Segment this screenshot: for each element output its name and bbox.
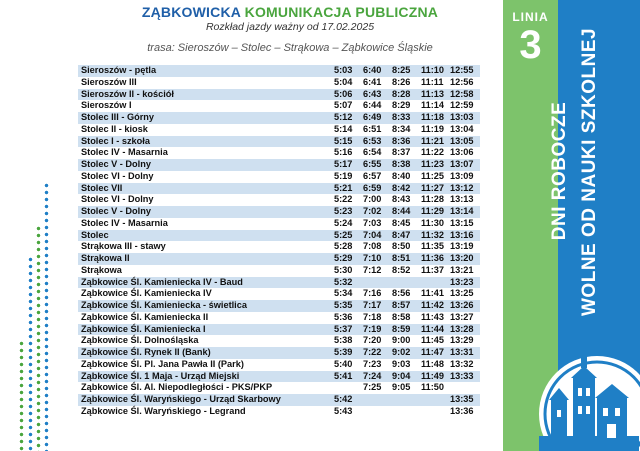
departure-time-5: 13:15 (447, 218, 480, 230)
page-title (80, 4, 500, 20)
stop-name: Ząbkowice Śl. Kamieniecka - świetlica (78, 300, 331, 312)
departure-time-2: 7:00 (360, 194, 389, 206)
departure-time-3: 8:47 (389, 230, 418, 242)
departure-time-3: 8:34 (389, 124, 418, 136)
departure-time-4 (418, 406, 447, 418)
stop-name: Stolec VI - Dolny (78, 171, 331, 183)
stop-name: Ząbkowice Śl. Kamieniecka I (78, 324, 331, 336)
timetable (78, 65, 480, 418)
departure-time-2: 7:08 (360, 241, 389, 253)
departure-time-4: 11:47 (418, 347, 447, 359)
departure-time-2: 7:22 (360, 347, 389, 359)
valid-from: Rozkład jazdy ważny od 17.02.2025 (205, 21, 375, 33)
departure-time-2: 6:59 (360, 183, 389, 195)
departure-time-5: 13:33 (447, 371, 480, 383)
stop-name: Ząbkowice Śl. Waryńskiego - Urząd Skarbowy (78, 394, 331, 406)
stop-name: Stolec (78, 230, 331, 242)
departure-time-1: 5:19 (331, 171, 360, 183)
departure-time-2: 7:12 (360, 265, 389, 277)
departure-time-3: 8:50 (389, 241, 418, 253)
departure-time-4 (418, 277, 447, 289)
timetable-row (78, 230, 480, 242)
departure-time-5: 12:56 (447, 77, 480, 89)
timetable-row (78, 253, 480, 265)
timetable-row (78, 194, 480, 206)
departure-time-4: 11:28 (418, 194, 447, 206)
departure-time-3: 8:42 (389, 183, 418, 195)
decor-dots-blue-1 (44, 182, 49, 451)
departure-time-4: 11:18 (418, 112, 447, 124)
departure-time-3: 8:45 (389, 218, 418, 230)
departure-time-5: 13:19 (447, 241, 480, 253)
departure-time-3: 8:36 (389, 136, 418, 148)
departure-time-3 (389, 394, 418, 406)
departure-time-3: 8:29 (389, 100, 418, 112)
departure-time-3: 8:44 (389, 206, 418, 218)
departure-time-4: 11:41 (418, 288, 447, 300)
departure-time-5: 12:58 (447, 89, 480, 101)
stop-name: Stolec IV - Masarnia (78, 218, 331, 230)
departure-time-3 (389, 277, 418, 289)
departure-time-4: 11:42 (418, 300, 447, 312)
departure-time-4: 11:32 (418, 230, 447, 242)
departure-time-2 (360, 406, 389, 418)
timetable-row (78, 218, 480, 230)
timetable-row (78, 65, 480, 77)
timetable-row (78, 171, 480, 183)
days-line1: DNI ROBOCZE (549, 101, 570, 241)
stop-name: Strąkowa III - stawy (78, 241, 331, 253)
departure-time-5: 13:03 (447, 112, 480, 124)
departure-time-4: 11:44 (418, 324, 447, 336)
stop-name: Stolec III - Górny (78, 112, 331, 124)
departure-time-5: 13:28 (447, 324, 480, 336)
departure-time-1: 5:06 (331, 89, 360, 101)
departure-time-1: 5:16 (331, 147, 360, 159)
departure-time-5: 13:29 (447, 335, 480, 347)
timetable-header (80, 4, 500, 54)
departure-time-4: 11:23 (418, 159, 447, 171)
departure-time-3: 9:02 (389, 347, 418, 359)
stop-name: Ząbkowice Śl. Dolnośląska (78, 335, 331, 347)
departure-time-4: 11:25 (418, 171, 447, 183)
departure-time-5: 13:05 (447, 136, 480, 148)
departure-time-2: 7:24 (360, 371, 389, 383)
departure-time-2: 7:16 (360, 288, 389, 300)
timetable-row (78, 147, 480, 159)
departure-time-5: 13:06 (447, 147, 480, 159)
departure-time-5: 13:04 (447, 124, 480, 136)
departure-time-3: 8:33 (389, 112, 418, 124)
departure-time-4: 11:43 (418, 312, 447, 324)
departure-time-5: 13:21 (447, 265, 480, 277)
departure-time-5 (447, 382, 480, 394)
departure-time-2: 7:04 (360, 230, 389, 242)
departure-time-1: 5:40 (331, 359, 360, 371)
departure-time-1: 5:37 (331, 324, 360, 336)
timetable-row (78, 359, 480, 371)
timetable-row (78, 406, 480, 418)
departure-time-1: 5:43 (331, 406, 360, 418)
stop-name: Stolec VII (78, 183, 331, 195)
stop-name: Ząbkowice Śl. 1 Maja - Urząd Miejski (78, 371, 331, 383)
departure-time-5: 13:32 (447, 359, 480, 371)
departure-time-3 (389, 406, 418, 418)
stop-name: Sieroszów - pętla (78, 65, 331, 77)
timetable-row (78, 394, 480, 406)
stop-name: Ząbkowice Śl. Pl. Jana Pawła II (Park) (78, 359, 331, 371)
departure-time-3: 8:43 (389, 194, 418, 206)
decor-dots-green-2 (19, 340, 24, 451)
departure-time-1: 5:22 (331, 194, 360, 206)
timetable-row (78, 312, 480, 324)
departure-time-5: 13:26 (447, 300, 480, 312)
departure-time-1: 5:39 (331, 347, 360, 359)
departure-time-2: 7:20 (360, 335, 389, 347)
timetable-row (78, 77, 480, 89)
departure-time-2: 6:55 (360, 159, 389, 171)
departure-time-4: 11:21 (418, 136, 447, 148)
departure-time-4: 11:45 (418, 335, 447, 347)
departure-time-2: 6:43 (360, 89, 389, 101)
departure-time-1 (331, 382, 360, 394)
departure-time-2: 6:53 (360, 136, 389, 148)
stop-name: Ząbkowice Śl. Kamieniecka II (78, 312, 331, 324)
departure-time-3: 8:51 (389, 253, 418, 265)
departure-time-4 (418, 394, 447, 406)
stop-name: Strąkowa II (78, 253, 331, 265)
departure-time-2: 7:23 (360, 359, 389, 371)
stop-name: Sieroszów I (78, 100, 331, 112)
departure-time-1: 5:36 (331, 312, 360, 324)
departure-time-1: 5:25 (331, 230, 360, 242)
timetable-row (78, 371, 480, 383)
departure-time-1: 5:14 (331, 124, 360, 136)
departure-time-4: 11:36 (418, 253, 447, 265)
stop-name: Sieroszów II - kościół (78, 89, 331, 101)
departure-time-4: 11:48 (418, 359, 447, 371)
departure-time-3: 8:37 (389, 147, 418, 159)
departure-time-2: 7:10 (360, 253, 389, 265)
departure-time-5: 13:35 (447, 394, 480, 406)
stop-name: Stolec II - kiosk (78, 124, 331, 136)
departure-time-2: 6:44 (360, 100, 389, 112)
title-part2: KOMUNIKACJA PUBLICZNA (244, 4, 439, 20)
stop-name: Ząbkowice Śl. Rynek II (Bank) (78, 347, 331, 359)
departure-time-3: 8:25 (389, 65, 418, 77)
departure-time-1: 5:03 (331, 65, 360, 77)
departure-time-2: 7:25 (360, 382, 389, 394)
stop-name: Sieroszów III (78, 77, 331, 89)
departure-time-3: 8:56 (389, 288, 418, 300)
timetable-row (78, 265, 480, 277)
departure-time-3: 8:28 (389, 89, 418, 101)
departure-time-1: 5:24 (331, 218, 360, 230)
departure-time-3: 8:52 (389, 265, 418, 277)
departure-time-3: 9:00 (389, 335, 418, 347)
stop-name: Stolec I - szkoła (78, 136, 331, 148)
stop-name: Ząbkowice Śl. Al. Niepodległości - PKS/PKP (78, 382, 331, 394)
timetable-row (78, 382, 480, 394)
departure-time-5: 12:55 (447, 65, 480, 77)
timetable-row (78, 324, 480, 336)
stop-name: Ząbkowice Śl. Kamieniecka IV - Baud (78, 277, 331, 289)
departure-time-5: 13:07 (447, 159, 480, 171)
departure-time-4: 11:14 (418, 100, 447, 112)
departure-time-4: 11:27 (418, 183, 447, 195)
line-number: 3 (519, 23, 542, 67)
timetable-row (78, 347, 480, 359)
departure-time-1: 5:28 (331, 241, 360, 253)
departure-time-1: 5:15 (331, 136, 360, 148)
departure-time-1: 5:04 (331, 77, 360, 89)
timetable-row (78, 136, 480, 148)
timetable-row (78, 277, 480, 289)
departure-time-1: 5:32 (331, 277, 360, 289)
stop-name: Ząbkowice Śl. Waryńskiego - Legrand (78, 406, 331, 418)
departure-time-5: 13:12 (447, 183, 480, 195)
timetable-row (78, 112, 480, 124)
stop-name: Stolec IV - Masarnia (78, 147, 331, 159)
departure-time-4: 11:35 (418, 241, 447, 253)
days-line2: WOLNE OD NAUKI SZKOLNEJ (579, 27, 600, 316)
departure-time-3: 8:38 (389, 159, 418, 171)
departure-time-3: 8:58 (389, 312, 418, 324)
departure-time-3: 9:04 (389, 371, 418, 383)
departure-time-5: 12:59 (447, 100, 480, 112)
departure-time-4: 11:11 (418, 77, 447, 89)
departure-time-3: 9:03 (389, 359, 418, 371)
timetable-row (78, 335, 480, 347)
departure-time-5: 13:31 (447, 347, 480, 359)
line-label: LINIA (512, 10, 549, 24)
departure-time-2 (360, 277, 389, 289)
timetable-row (78, 124, 480, 136)
departure-time-4: 11:49 (418, 371, 447, 383)
departure-time-2 (360, 394, 389, 406)
departure-time-1: 5:41 (331, 371, 360, 383)
departure-time-5: 13:14 (447, 206, 480, 218)
departure-time-1: 5:07 (331, 100, 360, 112)
departure-time-2: 7:17 (360, 300, 389, 312)
departure-time-4: 11:37 (418, 265, 447, 277)
timetable-row (78, 159, 480, 171)
stop-name: Strąkowa (78, 265, 331, 277)
departure-time-3: 8:26 (389, 77, 418, 89)
departure-time-5: 13:13 (447, 194, 480, 206)
decor-dots-blue-2 (28, 256, 33, 451)
departure-time-1: 5:29 (331, 253, 360, 265)
departure-time-3: 8:40 (389, 171, 418, 183)
timetable-row (78, 241, 480, 253)
departure-time-2: 6:49 (360, 112, 389, 124)
departure-time-5: 13:25 (447, 288, 480, 300)
route-description: trasa: Sieroszów – Stolec – Strąkowa – Ząbkowice Śląskie (147, 42, 433, 54)
departure-time-1: 5:21 (331, 183, 360, 195)
departure-time-4: 11:50 (418, 382, 447, 394)
departure-time-2: 7:19 (360, 324, 389, 336)
departure-time-1: 5:12 (331, 112, 360, 124)
timetable-row (78, 288, 480, 300)
departure-time-2: 7:02 (360, 206, 389, 218)
departure-time-1: 5:30 (331, 265, 360, 277)
departure-time-2: 6:54 (360, 147, 389, 159)
departure-time-5: 13:23 (447, 277, 480, 289)
departure-time-1: 5:23 (331, 206, 360, 218)
departure-time-2: 6:51 (360, 124, 389, 136)
departure-time-1: 5:38 (331, 335, 360, 347)
departure-time-2: 6:40 (360, 65, 389, 77)
departure-time-1: 5:42 (331, 394, 360, 406)
departure-time-5: 13:27 (447, 312, 480, 324)
decor-dots-green-1 (36, 225, 41, 451)
departure-time-3: 9:05 (389, 382, 418, 394)
departure-time-1: 5:34 (331, 288, 360, 300)
timetable-row (78, 100, 480, 112)
stop-name: Stolec VI - Dolny (78, 194, 331, 206)
departure-time-2: 7:03 (360, 218, 389, 230)
town-logo-icon (535, 348, 640, 451)
departure-time-1: 5:17 (331, 159, 360, 171)
stop-name: Ząbkowice Śl. Kamieniecka IV (78, 288, 331, 300)
stop-name: Stolec V - Dolny (78, 206, 331, 218)
departure-time-2: 6:41 (360, 77, 389, 89)
departure-time-4: 11:19 (418, 124, 447, 136)
departure-time-2: 7:18 (360, 312, 389, 324)
departure-time-5: 13:20 (447, 253, 480, 265)
timetable-row (78, 206, 480, 218)
departure-time-3: 8:59 (389, 324, 418, 336)
timetable-row (78, 89, 480, 101)
departure-time-2: 6:57 (360, 171, 389, 183)
departure-time-4: 11:30 (418, 218, 447, 230)
departure-time-4: 11:29 (418, 206, 447, 218)
title-part1: ZĄBKOWICKA (141, 4, 241, 20)
departure-time-5: 13:09 (447, 171, 480, 183)
departure-time-4: 11:10 (418, 65, 447, 77)
departure-time-3: 8:57 (389, 300, 418, 312)
departure-time-4: 11:22 (418, 147, 447, 159)
departure-time-5: 13:16 (447, 230, 480, 242)
stop-name: Stolec V - Dolny (78, 159, 331, 171)
timetable-row (78, 183, 480, 195)
timetable-row (78, 300, 480, 312)
departure-time-1: 5:35 (331, 300, 360, 312)
departure-time-4: 11:13 (418, 89, 447, 101)
departure-time-5: 13:36 (447, 406, 480, 418)
